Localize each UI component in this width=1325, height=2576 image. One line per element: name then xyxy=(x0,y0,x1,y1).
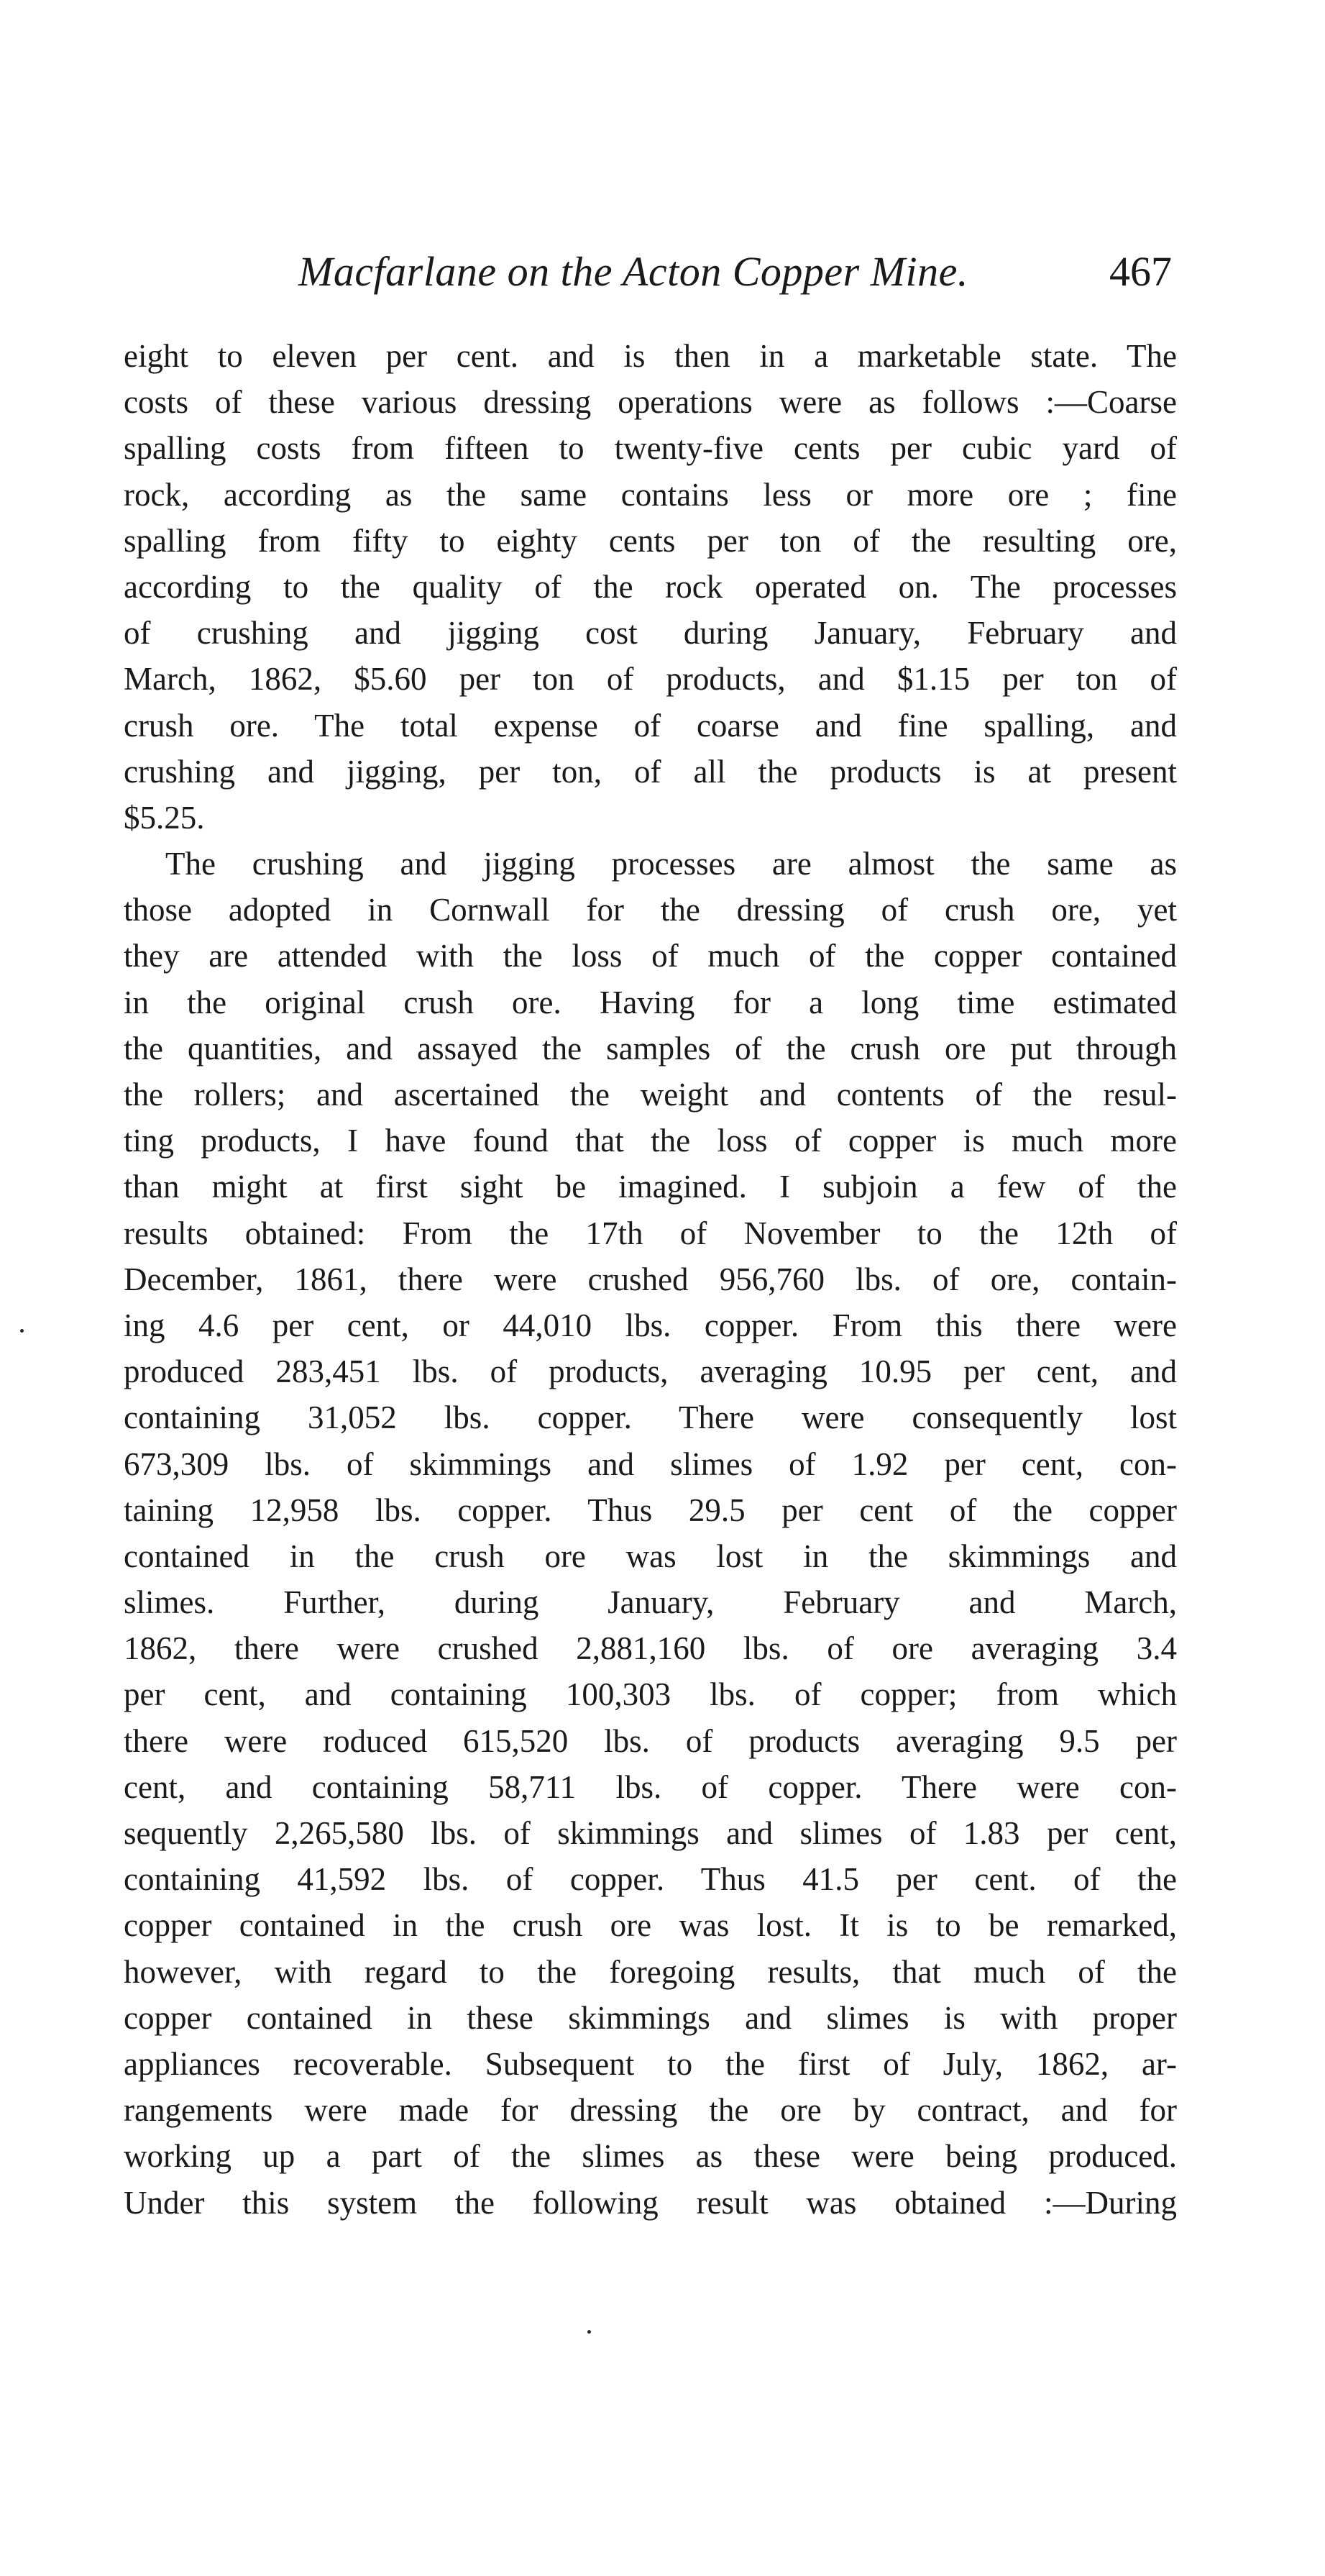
text-line: spalling from fifty to eighty cents per ton of the resulting ore, xyxy=(124,522,1177,559)
text-line: per cent, and containing 100,303 lbs. of copper; from which xyxy=(124,1676,1177,1713)
text-line: sequently 2,265,580 lbs. of skimmings and slimes of 1.83 per cent, xyxy=(124,1815,1177,1851)
text-line: they are attended with the loss of much of the copper contained xyxy=(124,938,1177,974)
text-line: the quantities, and assayed the samples of the crush ore put through xyxy=(124,1030,1177,1067)
text-line: copper contained in the crush ore was lost. It is to be remarked, xyxy=(124,1907,1177,1944)
text-line: 1862, there were crushed 2,881,160 lbs. of ore averaging 3.4 xyxy=(124,1630,1177,1667)
paragraph-1 xyxy=(124,333,1177,841)
text-line: eight to eleven per cent. and is then in a marketable state. The xyxy=(124,338,1177,374)
text-line: rangements were made for dressing the ore by contract, and for xyxy=(124,2092,1177,2129)
text-line: The crushing and jigging processes are almost the same as xyxy=(165,846,1177,882)
text-line: crush ore. The total expense of coarse and fine spalling, and xyxy=(124,707,1177,744)
text-line: appliances recoverable. Subsequent to the first of July, 1862, ar- xyxy=(124,2045,1177,2082)
text-line: ting products, I have found that the loss of copper is much more xyxy=(124,1123,1177,1159)
scan-speck xyxy=(587,2330,591,2334)
text-line: working up a part of the slimes as these were being produced. xyxy=(124,2138,1177,2175)
text-line: costs of these various dressing operations were as follows :—Coarse xyxy=(124,384,1177,421)
text-line: slimes. Further, during January, February and March, xyxy=(124,1584,1177,1621)
text-line: rock, according as the same contains less or more ore ; fine xyxy=(124,476,1177,513)
text-line: results obtained: From the 17th of November to the 12th of xyxy=(124,1215,1177,1251)
text-line: copper contained in these skimmings and slimes is with proper xyxy=(124,1999,1177,2036)
text-line: those adopted in Cornwall for the dressing of crush ore, yet xyxy=(124,892,1177,928)
text-line: however, with regard to the foregoing results, that much of the xyxy=(124,1953,1177,1990)
text-line: December, 1861, there were crushed 956,760 lbs. of ore, contain- xyxy=(124,1261,1177,1297)
text-line: containing 41,592 lbs. of copper. Thus 41.5 per cent. of the xyxy=(124,1861,1177,1898)
text-line: 673,309 lbs. of skimmings and slimes of 1.92 per cent, con- xyxy=(124,1445,1177,1482)
page-number: 467 xyxy=(1109,248,1172,295)
text-line: Under this system the following result was obtained :—During xyxy=(124,2184,1177,2221)
body-text xyxy=(124,333,1177,2226)
text-line: there were roduced 615,520 lbs. of products averaging 9.5 per xyxy=(124,1722,1177,1759)
text-line: spalling costs from fifteen to twenty-five cents per cubic yard of xyxy=(124,430,1177,467)
text-line: in the original crush ore. Having for a long time estimated xyxy=(124,984,1177,1020)
running-title: Macfarlane on the Acton Copper Mine. xyxy=(298,248,968,295)
text-line: the rollers; and ascertained the weight and contents of the resul- xyxy=(124,1077,1177,1113)
text-line: cent, and containing 58,711 lbs. of copper. There were con- xyxy=(124,1768,1177,1805)
text-line: March, 1862, $5.60 per ton of products, and $1.15 per ton of xyxy=(124,661,1177,698)
scan-speck xyxy=(20,1329,24,1333)
text-line: $5.25. xyxy=(124,799,205,836)
running-head xyxy=(126,243,1172,301)
text-line: of crushing and jigging cost during January, February and xyxy=(124,615,1177,652)
text-line: taining 12,958 lbs. copper. Thus 29.5 per cent of the copper xyxy=(124,1492,1177,1528)
text-line: than might at first sight be imagined. I subjoin a few of the xyxy=(124,1169,1177,1205)
text-line: produced 283,451 lbs. of products, averaging 10.95 per cent, and xyxy=(124,1353,1177,1390)
text-line: ing 4.6 per cent, or 44,010 lbs. copper. From this there were xyxy=(124,1307,1177,1343)
text-line: crushing and jigging, per ton, of all the products is at present xyxy=(124,753,1177,790)
text-line: contained in the crush ore was lost in the skimmings and xyxy=(124,1538,1177,1574)
paragraph-2 xyxy=(124,841,1177,2226)
text-line: according to the quality of the rock operated on. The processes xyxy=(124,568,1177,605)
text-line: containing 31,052 lbs. copper. There were consequently lost xyxy=(124,1399,1177,1436)
